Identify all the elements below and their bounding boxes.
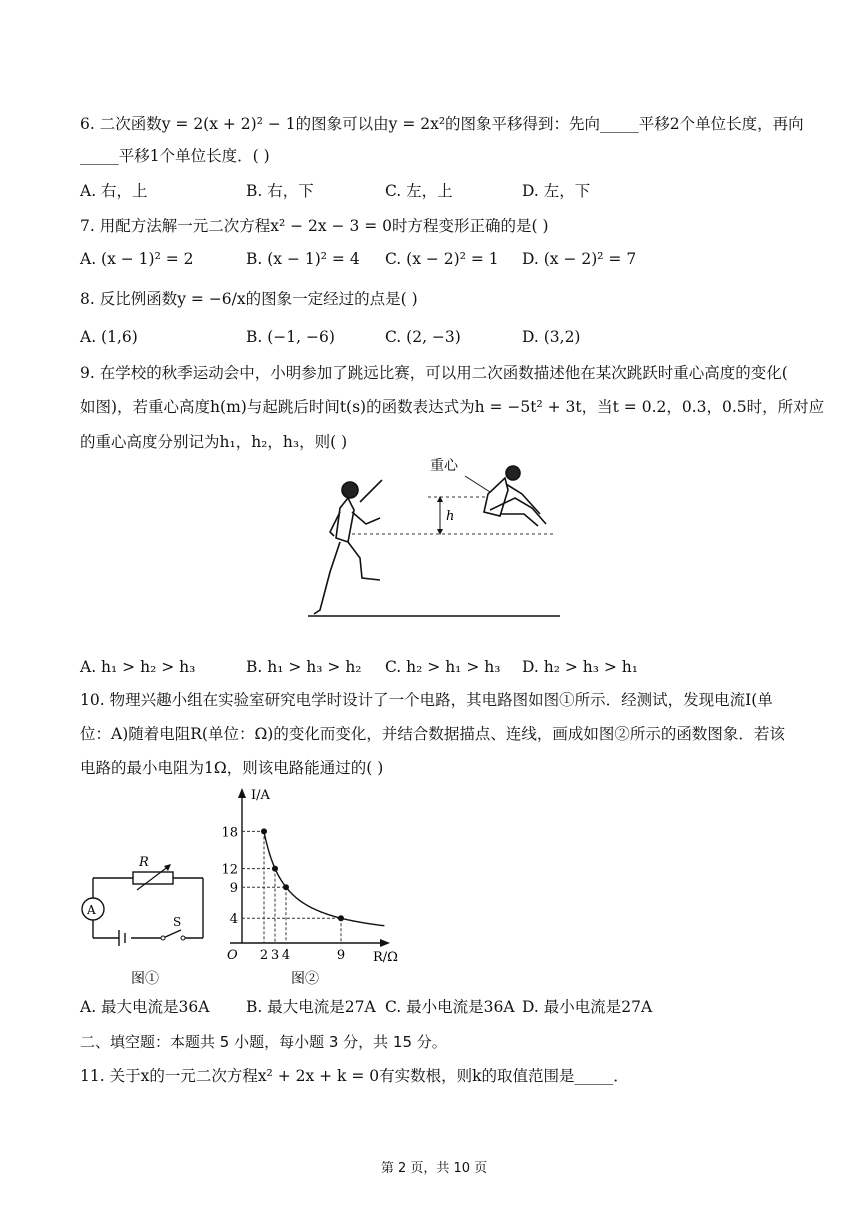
- inverse-curve: [264, 829, 385, 926]
- q9-stem-line2: 如图)，若重心高度h(m)与起跳后时间t(s)的函数表达式为h = −5t² + 3t，当t = 0.2，0.3，0.5时，所对应: [80, 398, 825, 416]
- q9-option-a: A. h₁ > h₂ > h₃: [80, 658, 196, 676]
- q6-stem-line2: _____平移1个单位长度．( ): [80, 147, 270, 165]
- x-tick-label: 3: [270, 948, 280, 963]
- q6-option-d: D. 左，下: [522, 182, 591, 200]
- q9-stem-line3: 的重心高度分别记为h₁，h₂，h₃，则( ): [80, 433, 348, 451]
- q10-option-b: B. 最大电流是27A: [246, 998, 376, 1016]
- current-resistance-graph: [215, 783, 415, 993]
- standing-jumper: [314, 480, 382, 614]
- data-point: [338, 915, 344, 921]
- ammeter-label: A: [87, 903, 96, 917]
- circuit-caption: 图①: [131, 971, 159, 987]
- data-point: [283, 884, 289, 890]
- q9-option-c: C. h₂ > h₁ > h₃: [385, 658, 501, 676]
- q8-option-a: A. (1,6): [80, 328, 138, 346]
- q8-stem: 8. 反比例函数y = −6/x的图象一定经过的点是( ): [80, 290, 418, 308]
- data-point: [272, 866, 278, 872]
- q6-option-b: B. 右，下: [246, 182, 314, 200]
- q7-stem: 7. 用配方法解一元二次方程x² − 2x − 3 = 0时方程变形正确的是( ): [80, 217, 549, 235]
- long-jump-figure: [300, 450, 570, 625]
- q7-option-a: A. (x − 1)² = 2: [80, 250, 194, 268]
- x-tick-label: 9: [336, 948, 346, 963]
- y-tick-label: 18: [221, 825, 238, 841]
- section-heading: 二、填空题：本题共 5 小题，每小题 3 分，共 15 分。: [80, 1033, 447, 1051]
- q10-option-c: C. 最小电流是36A: [385, 998, 515, 1016]
- height-label: h: [446, 509, 455, 524]
- q6-option-c: C. 左，上: [385, 182, 453, 200]
- x-axis-label: R/Ω: [373, 950, 398, 965]
- switch-label: S: [173, 915, 182, 929]
- x-tick-label: 4: [281, 948, 291, 963]
- q6-option-a: A. 右，上: [80, 182, 148, 200]
- page-footer: 第 2 页，共 10 页: [380, 1161, 488, 1176]
- y-axis-label: I/A: [251, 788, 270, 803]
- q8-option-b: B. (−1, −6): [246, 328, 335, 346]
- airborne-jumper: [484, 466, 546, 526]
- q9-option-d: D. h₂ > h₃ > h₁: [522, 658, 639, 676]
- y-tick-label: 9: [229, 881, 238, 897]
- q7-option-d: D. (x − 2)² = 7: [522, 250, 637, 268]
- center-of-gravity-label: 重心: [430, 458, 458, 474]
- y-tick-label: 12: [221, 862, 238, 878]
- q7-option-c: C. (x − 2)² = 1: [385, 250, 499, 268]
- q10-stem-line3: 电路的最小电阻为1Ω，则该电路能通过的( ): [80, 759, 384, 777]
- q9-option-b: B. h₁ > h₃ > h₂: [246, 658, 362, 676]
- resistor-label: R: [139, 855, 149, 870]
- q10-option-d: D. 最小电流是27A: [522, 998, 653, 1016]
- graph-caption: 图②: [291, 971, 319, 987]
- q8-option-d: D. (3,2): [522, 328, 581, 346]
- y-tick-label: 4: [229, 912, 238, 928]
- x-tick-label: 2: [259, 948, 269, 963]
- q10-stem-line2: 位：A)随着电阻R(单位：Ω)的变化而变化，并结合数据描点、连线，画成如图②所示的函数图象．若该: [80, 725, 785, 743]
- q6-stem-line1: 6. 二次函数y = 2(x + 2)² − 1的图象可以由y = 2x²的图象平移得到：先向_____平移2个单位长度，再向: [80, 115, 804, 133]
- q11-stem: 11. 关于x的一元二次方程x² + 2x + k = 0有实数根，则k的取值范围是_____．: [80, 1067, 629, 1085]
- q10-option-a: A. 最大电流是36A: [80, 998, 210, 1016]
- q8-option-c: C. (2, −3): [385, 328, 461, 346]
- q7-option-b: B. (x − 1)² = 4: [246, 250, 360, 268]
- q10-stem-line1: 10. 物理兴趣小组在实验室研究电学时设计了一个电路，其电路图如图①所示．经测试，发现电流I(单: [80, 691, 773, 709]
- data-point: [261, 828, 267, 834]
- origin-label: O: [227, 948, 238, 963]
- circuit-diagram: [75, 850, 215, 995]
- q9-stem-line1: 9. 在学校的秋季运动会中，小明参加了跳远比赛，可以用二次函数描述他在某次跳跃时重心高度的变化(: [80, 364, 788, 382]
